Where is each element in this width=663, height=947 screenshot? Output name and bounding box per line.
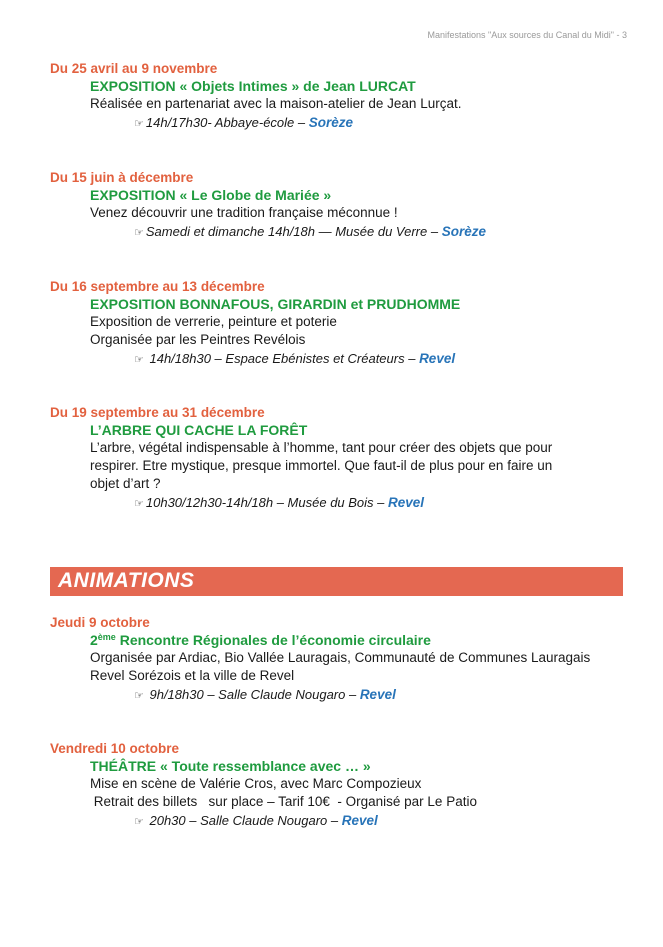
event-description: Venez découvrir une tradition française méconnue ! [90,205,398,220]
event-date: Du 16 septembre au 13 décembre [50,279,265,294]
section-title: ANIMATIONS [58,569,195,592]
title-text: Rencontre Régionales de l’économie circulaire [115,632,431,648]
event-title: THÉÂTRE « Toute ressemblance avec … » [90,758,371,774]
event-exposition-2 [50,169,640,243]
title-ordinal-suffix: ème [97,632,116,642]
event-info [134,493,640,514]
event-exposition-1 [50,60,640,134]
event-description: Mise en scène de Valérie Cros, avec Marc Compozieux Retrait des billets sur place – Tarif 10€ - Organisé par Le Patio [90,776,477,809]
event-date: Du 19 septembre au 31 décembre [50,405,265,420]
event-date: Jeudi 9 octobre [50,615,150,630]
event-title: EXPOSITION BONNAFOUS, GIRARDIN et PRUDHOMME [90,296,461,312]
event-description: Exposition de verrerie, peinture et poterie Organisée par les Peintres Revélois [90,314,337,347]
event-description: Réalisée en partenariat avec la maison-atelier de Jean Lurçat. [90,96,462,111]
event-place: Revel [359,687,396,702]
section-banner [50,567,623,596]
event-title: EXPOSITION « Objets Intimes » de Jean LURCAT [90,78,416,94]
page-header: Manifestations "Aux sources du Canal du Midi" - 3 [427,30,627,40]
event-place: Revel [419,351,456,366]
pointing-hand-icon: ☞ [134,227,144,239]
event-title [90,631,640,649]
event-schedule: 14h/18h30 – Espace Ebénistes et Créateurs – [145,351,420,366]
pointing-hand-icon: ☞ [134,690,144,702]
event-title: L’ARBRE QUI CACHE LA FORÊT [90,422,308,438]
event-schedule: 20h30 – Salle Claude Nougaro – [145,813,342,828]
event-title: EXPOSITION « Le Globe de Mariée » [90,187,332,203]
event-schedule: 14h/17h30- Abbaye-école – [145,115,309,130]
event-info [134,222,640,243]
event-schedule: Samedi et dimanche 14h/18h — Musée du Verre – [145,224,442,239]
pointing-hand-icon: ☞ [134,498,144,510]
event-description: Organisée par Ardiac, Bio Vallée Lauragais, Communauté de Communes Lauragais Revel Sorézois et la ville de Revel [90,650,591,683]
event-place: Revel [388,495,425,510]
event-date: Du 15 juin à décembre [50,170,194,185]
event-date: Vendredi 10 octobre [50,741,180,756]
event-info [134,349,640,370]
title-ordinal: 2 [90,632,98,648]
event-info [134,685,640,706]
event-animation-1 [50,614,640,706]
pointing-hand-icon: ☞ [134,354,144,366]
event-info [134,113,640,134]
event-date: Du 25 avril au 9 novembre [50,61,218,76]
event-schedule: 10h30/12h30-14h/18h – Musée du Bois – [145,495,389,510]
event-exposition-4 [50,404,640,514]
event-animation-2 [50,740,640,832]
event-info [134,811,640,832]
event-schedule: 9h/18h30 – Salle Claude Nougaro – [145,687,360,702]
event-description: L’arbre, végétal indispensable à l’homme, tant pour créer des objets que pour respirer. Etre mystique, presque immortel. Que faut-il de plus pour en faire un objet d’art ? [90,440,553,491]
event-exposition-3 [50,278,640,370]
pointing-hand-icon: ☞ [134,816,144,828]
event-place: Revel [341,813,378,828]
pointing-hand-icon: ☞ [134,118,144,130]
event-place: Sorèze [441,224,486,239]
event-place: Sorèze [308,115,354,130]
